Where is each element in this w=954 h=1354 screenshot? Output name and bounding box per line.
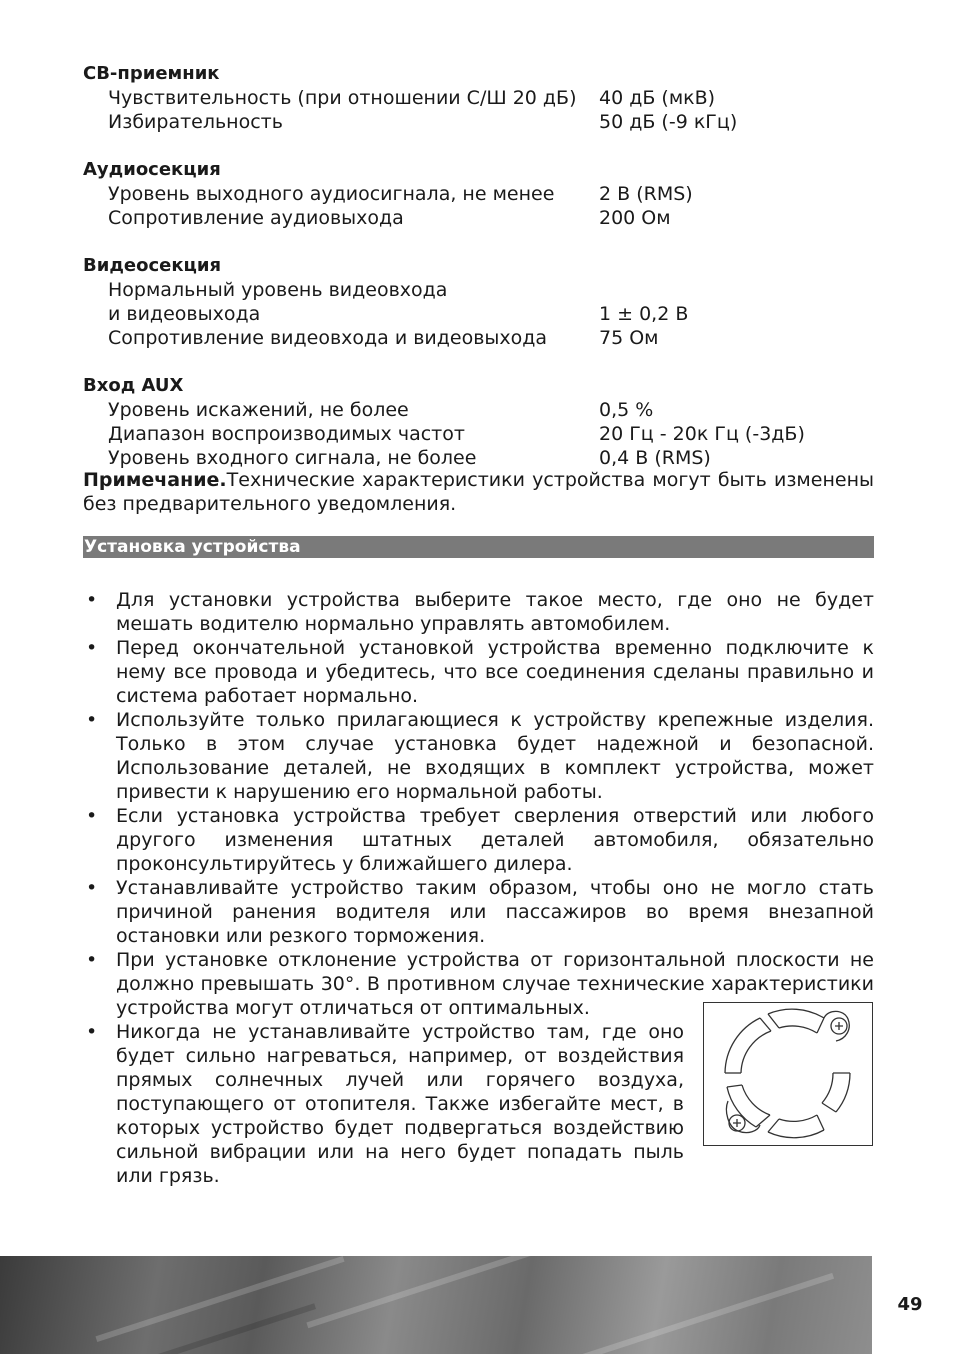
- page-number: 49: [897, 1294, 923, 1315]
- note-text: Технические характеристики устройства могут быть изменены без предварительного уведомления.: [83, 469, 874, 515]
- list-item: [83, 636, 874, 708]
- spec-sections: [83, 62, 883, 470]
- bullet-icon: •: [86, 637, 98, 659]
- spec-row: [83, 278, 883, 302]
- spec-section-cb-receiver: [83, 62, 883, 134]
- spec-label: Сопротивление аудиовыхода: [108, 207, 404, 229]
- footer-decorative-band: [0, 1256, 872, 1354]
- section-title: Видеосекция: [83, 255, 222, 276]
- spec-row: [83, 86, 883, 110]
- spec-row: [83, 182, 883, 206]
- spec-value: 20 Гц - 20к Гц (-3дБ): [599, 423, 805, 445]
- spec-label: Чувствительность (при отношении С/Ш 20 дБ): [108, 87, 577, 109]
- spec-row: [83, 446, 883, 470]
- bullet-icon: •: [86, 1021, 98, 1043]
- mounting-ring-figure: [703, 1002, 873, 1146]
- bullet-icon: •: [86, 709, 98, 731]
- list-item-text: Устанавливайте устройство таким образом, чтобы оно не могло стать причиной ранения водителя или пассажиров во время внезапной остановки или резкого торможения.: [116, 877, 874, 947]
- spec-value: 0,5 %: [599, 399, 654, 421]
- bullet-icon: •: [86, 805, 98, 827]
- spec-value: 75 Ом: [599, 327, 659, 349]
- spec-section-aux-input: [83, 374, 883, 470]
- spec-value: 50 дБ (-9 кГц): [599, 111, 738, 133]
- section-title: Вход AUX: [83, 375, 184, 396]
- spec-row: [83, 206, 883, 230]
- list-item: [83, 588, 874, 636]
- spec-label: и видеовыхода: [108, 303, 261, 325]
- spec-value: 1 ± 0,2 В: [599, 303, 689, 325]
- spec-value: 2 В (RMS): [599, 183, 693, 205]
- spec-value: 40 дБ (мкВ): [599, 87, 716, 109]
- install-heading: Установка устройства: [84, 537, 301, 557]
- spec-section-video: [83, 254, 883, 350]
- spec-row: [83, 302, 883, 326]
- spec-label: Уровень искажений, не более: [108, 399, 409, 421]
- list-item-text: Перед окончательной установкой устройства временно подключите к нему все провода и убедитесь, что все соединения сделаны правильно и система работает нормально.: [116, 637, 874, 707]
- section-title: CB-приемник: [83, 63, 220, 84]
- list-item: [83, 1020, 684, 1188]
- list-item: [83, 708, 874, 804]
- list-item-text: Используйте только прилагающиеся к устройству крепежные изделия. Только в этом случае установка будет надежной и безопасной. Использование деталей, не входящих в комплект устройства, может привести к нарушению его нормальной работы.: [116, 709, 874, 803]
- spec-label: Уровень входного сигнала, не более: [108, 447, 477, 469]
- spec-value: 200 Ом: [599, 207, 671, 229]
- spec-section-audio: [83, 158, 883, 230]
- bullet-icon: •: [86, 877, 98, 899]
- section-title: Аудиосекция: [83, 159, 221, 180]
- spec-row: [83, 422, 883, 446]
- spec-row: [83, 326, 883, 350]
- spec-label: Уровень выходного аудиосигнала, не менее: [108, 183, 555, 205]
- list-item-text: Никогда не устанавливайте устройство там, где оно будет сильно нагреваться, например, от воздействия прямых солнечных лучей или горячего воздуха, поступающего от отопителя. Также избегайте мест, в которых устройство будет подвергаться воздействию сильной вибрации или на него будет попадать пыль или грязь.: [116, 1021, 684, 1187]
- spec-label: Нормальный уровень видеовхода: [108, 279, 448, 301]
- spec-label: Сопротивление видеовхода и видеовыхода: [108, 327, 548, 349]
- spec-row: [83, 110, 883, 134]
- list-item: [83, 876, 874, 948]
- bullet-icon: •: [86, 949, 98, 971]
- note-label: Примечание.: [83, 469, 227, 491]
- list-item-text: При установке отклонение устройства от горизонтальной плоскости не должно превышать 30°. В противном случае технические характеристики устройства могут отличаться от оптимальных.: [116, 949, 874, 1019]
- install-heading-bar: [83, 536, 874, 558]
- spec-label: Диапазон воспроизводимых частот: [108, 423, 465, 445]
- list-item-text: Если установка устройства требует сверления отверстий или любого другого изменения штатных деталей автомобиля, обязательно проконсультируйтесь у ближайшего дилера.: [116, 805, 874, 875]
- spec-label: Избирательность: [108, 111, 283, 133]
- spec-value: 0,4 В (RMS): [599, 447, 711, 469]
- note-paragraph: [83, 468, 874, 516]
- bullet-icon: •: [86, 589, 98, 611]
- spec-row: [83, 398, 883, 422]
- list-item: [83, 804, 874, 876]
- list-item-text: Для установки устройства выберите такое место, где оно не будет мешать водителю нормально управлять автомобилем.: [116, 589, 874, 635]
- speaker-mount-ring-icon: [704, 1003, 872, 1145]
